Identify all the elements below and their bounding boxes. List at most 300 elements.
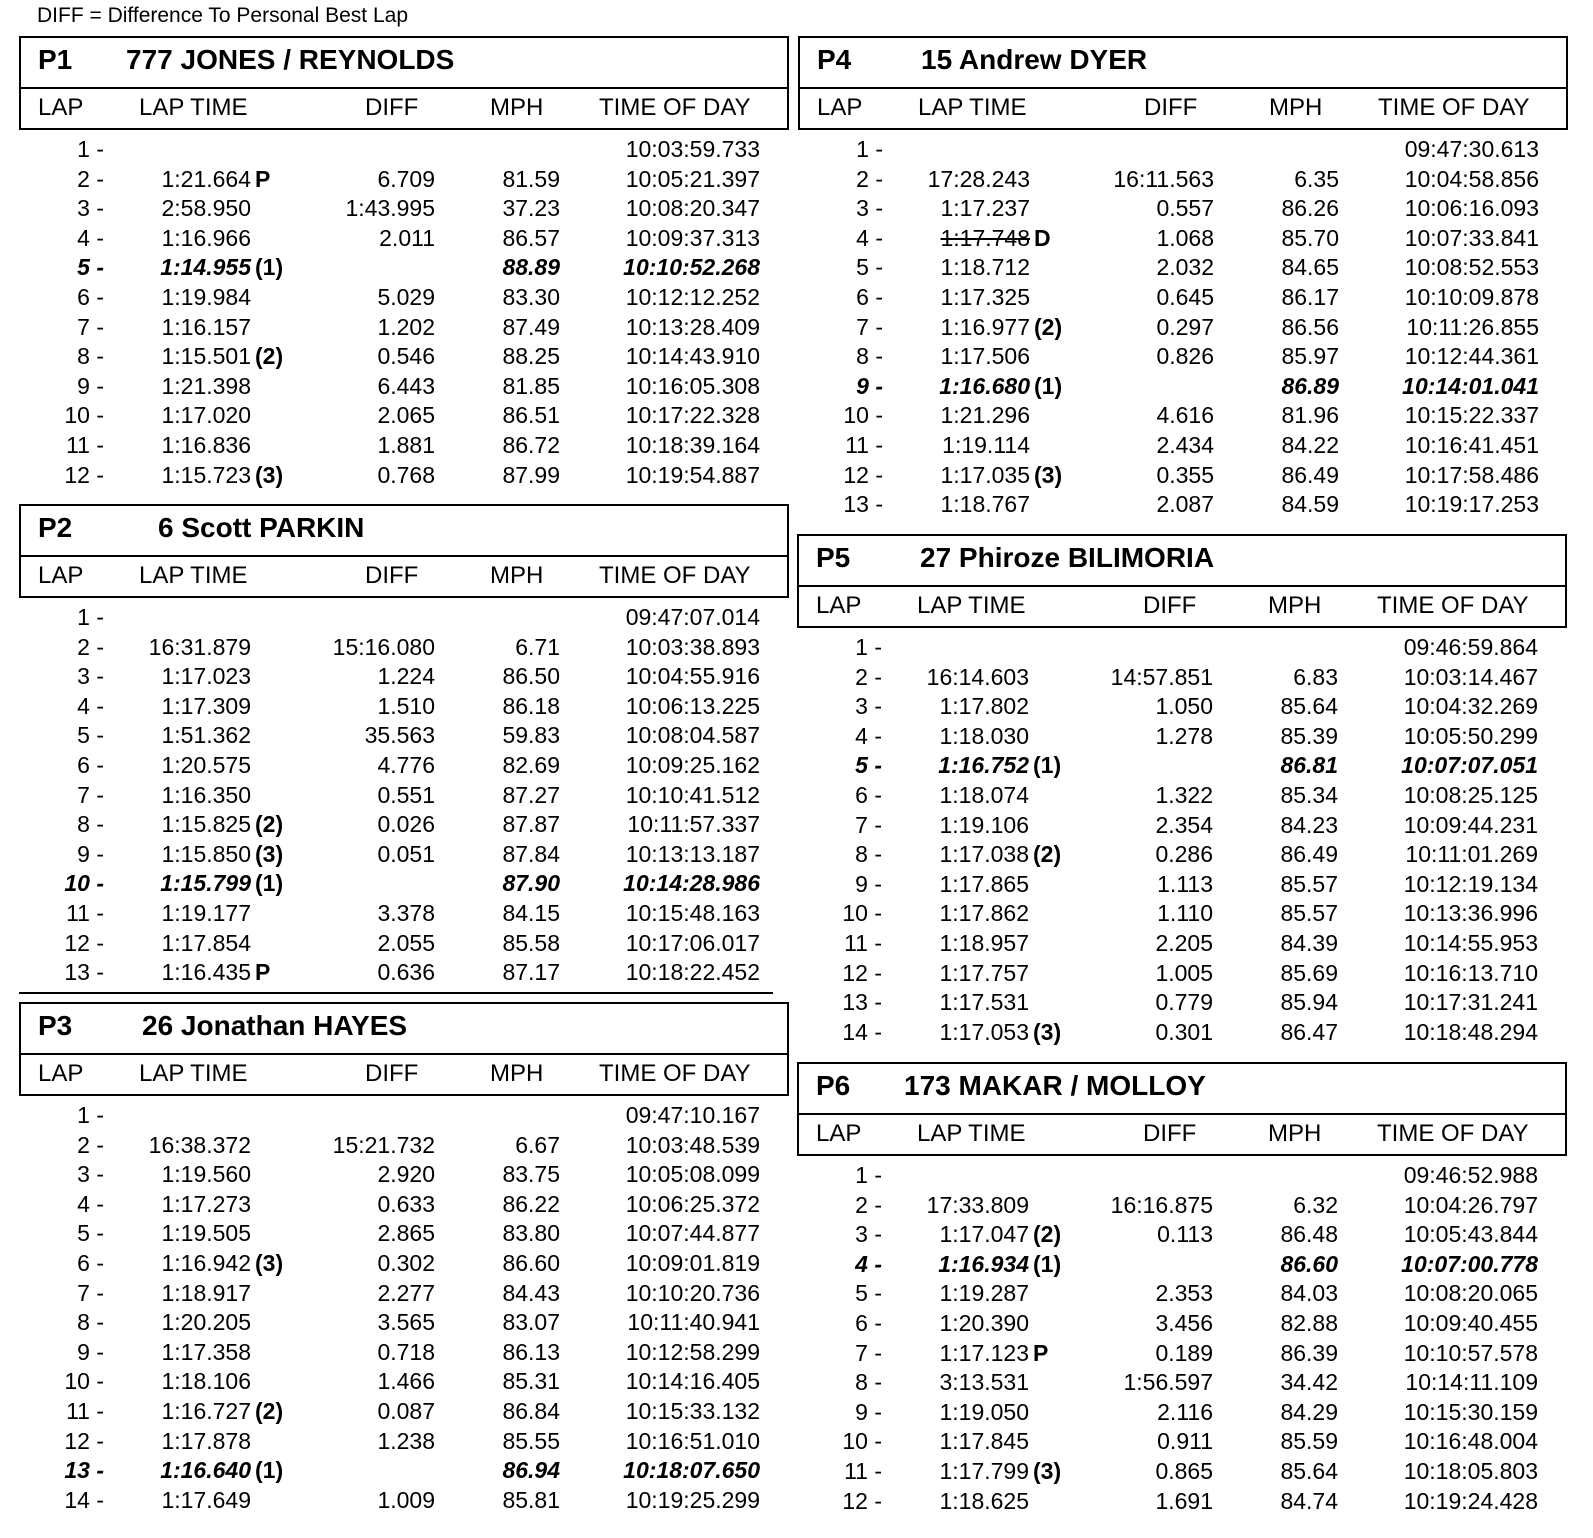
lap-diff: 35.563	[364, 722, 435, 749]
lap-row	[797, 1339, 1567, 1369]
lap-row	[19, 1456, 789, 1486]
lap-row	[797, 663, 1567, 693]
lap-time: 1:17.309	[161, 692, 251, 719]
lap-time-of-day: 10:13:36.996	[1403, 900, 1538, 927]
lap-number: 9 -	[77, 372, 104, 399]
lap-mph: 87.27	[502, 781, 560, 808]
lap-row	[797, 722, 1567, 752]
col-header-lap: LAP	[38, 562, 84, 589]
lap-diff: 0.301	[1155, 1018, 1213, 1045]
lap-time-of-day: 10:13:13.187	[625, 840, 760, 867]
lap-time-of-day: 10:07:33.841	[1404, 224, 1539, 251]
lap-row	[798, 224, 1568, 254]
lap-number: 13 -	[64, 959, 104, 986]
lap-number: 12 -	[64, 929, 104, 956]
lap-number: 5 -	[77, 722, 104, 749]
lap-mph: 84.59	[1281, 491, 1339, 518]
lap-number: 5 -	[77, 254, 104, 281]
lap-row	[19, 194, 789, 224]
position-label: P4	[817, 44, 852, 75]
lap-row	[797, 929, 1567, 959]
lap-number: 4 -	[77, 224, 104, 251]
lap-flag: D	[1034, 224, 1051, 251]
lap-row	[19, 1160, 789, 1190]
lap-time-of-day: 10:14:16.405	[625, 1368, 760, 1395]
lap-diff: 0.636	[377, 959, 435, 986]
lap-flag: (1)	[255, 870, 284, 897]
col-header-diff: DIFF	[365, 94, 419, 121]
lap-time-of-day: 10:18:22.452	[625, 959, 760, 986]
lap-row	[797, 1191, 1567, 1221]
lap-row	[797, 870, 1567, 900]
lap-flag: (2)	[1033, 1221, 1062, 1248]
lap-number: 12 -	[64, 1427, 104, 1454]
lap-time-of-day: 10:06:25.372	[625, 1190, 760, 1217]
lap-time-of-day: 10:05:08.099	[625, 1161, 760, 1188]
lap-time-of-day: 10:07:00.778	[1401, 1250, 1538, 1277]
lap-mph: 86.22	[502, 1190, 560, 1217]
lap-number: 13 -	[64, 1457, 104, 1484]
lap-number: 10 -	[64, 402, 104, 429]
lap-number: 3 -	[856, 195, 883, 222]
lap-time: 1:19.505	[161, 1220, 251, 1247]
lap-number: 7 -	[856, 313, 883, 340]
lap-diff: 1.050	[1155, 693, 1213, 720]
lap-row	[19, 401, 789, 431]
lap-diff: 2.434	[1156, 431, 1214, 458]
lap-mph: 84.65	[1281, 254, 1339, 281]
lap-time: 1:19.050	[939, 1398, 1029, 1425]
lap-row	[798, 342, 1568, 372]
lap-row	[19, 929, 789, 959]
lap-table	[19, 603, 789, 988]
lap-number: 9 -	[77, 840, 104, 867]
column-header-row	[798, 87, 1568, 130]
lap-time: 1:16.680	[939, 372, 1030, 399]
lap-diff: 0.026	[377, 811, 435, 838]
lap-time-of-day: 10:10:52.268	[623, 254, 760, 281]
lap-number: 10 -	[842, 900, 882, 927]
lap-time: 1:16.934	[938, 1250, 1029, 1277]
lap-flag: (1)	[1034, 372, 1063, 399]
lap-mph: 85.55	[502, 1427, 560, 1454]
lap-flag: (2)	[255, 343, 284, 370]
lap-time: 1:17.325	[940, 283, 1030, 310]
lap-number: 6 -	[855, 1309, 882, 1336]
lap-row	[797, 1018, 1567, 1048]
lap-row	[798, 135, 1568, 165]
col-header-mph: MPH	[490, 562, 544, 589]
lap-time-of-day: 10:12:12.252	[625, 283, 760, 310]
col-header-diff: DIFF	[365, 562, 419, 589]
lap-diff: 15:16.080	[332, 633, 435, 660]
driver-name: 173 MAKAR / MOLLOY	[904, 1070, 1206, 1101]
lap-time: 1:19.984	[161, 283, 251, 310]
lap-mph: 83.80	[502, 1220, 560, 1247]
column-header-row	[19, 555, 789, 598]
lap-row	[19, 461, 789, 491]
lap-mph: 86.18	[502, 692, 560, 719]
lap-diff: 3.378	[377, 899, 435, 926]
lap-diff: 0.189	[1155, 1339, 1213, 1366]
lap-time-of-day: 10:15:22.337	[1404, 402, 1539, 429]
lap-time: 1:17.038	[939, 841, 1029, 868]
lap-diff: 2.353	[1155, 1280, 1213, 1307]
lap-number: 9 -	[77, 1338, 104, 1365]
lap-mph: 86.60	[1280, 1250, 1338, 1277]
lap-number: 7 -	[77, 1279, 104, 1306]
col-header-lap-time: LAP TIME	[139, 562, 248, 589]
position-label: P3	[38, 1010, 73, 1041]
lap-time: 1:17.237	[940, 195, 1030, 222]
lap-diff: 0.779	[1155, 989, 1213, 1016]
lap-row	[19, 283, 789, 313]
lap-number: 4 -	[855, 1250, 882, 1277]
lap-time: 1:18.030	[939, 722, 1029, 749]
lap-table	[798, 135, 1568, 520]
lap-mph: 85.94	[1280, 989, 1338, 1016]
lap-time: 1:17.358	[161, 1338, 251, 1365]
lap-number: 9 -	[856, 372, 883, 399]
lap-mph: 85.57	[1280, 870, 1338, 897]
lap-time: 1:17.865	[939, 870, 1029, 897]
lap-diff: 1.238	[377, 1427, 435, 1454]
title-box	[797, 534, 1567, 585]
lap-time: 1:16.752	[938, 752, 1029, 779]
lap-diff: 1.881	[377, 431, 435, 458]
lap-time: 1:51.362	[161, 722, 251, 749]
lap-diff: 1:43.995	[345, 195, 435, 222]
lap-flag: P	[255, 165, 271, 192]
lap-mph: 86.51	[502, 402, 560, 429]
lap-time: 1:21.664	[161, 165, 251, 192]
lap-mph: 85.39	[1280, 722, 1338, 749]
lap-time: 1:16.157	[161, 313, 251, 340]
lap-time-of-day: 10:08:52.553	[1404, 254, 1539, 281]
lap-mph: 85.70	[1281, 224, 1339, 251]
lap-time: 1:17.123	[939, 1339, 1029, 1366]
lap-time-of-day: 10:06:16.093	[1404, 195, 1539, 222]
lap-row	[797, 959, 1567, 989]
title-box	[797, 1062, 1567, 1113]
lap-number: 5 -	[855, 1280, 882, 1307]
lap-row	[19, 662, 789, 692]
lap-diff: 1.466	[377, 1368, 435, 1395]
lap-number: 9 -	[855, 1398, 882, 1425]
col-header-mph: MPH	[490, 94, 544, 121]
lap-row	[797, 692, 1567, 722]
lap-number: 8 -	[77, 811, 104, 838]
lap-time: 1:16.435	[161, 959, 251, 986]
lap-mph: 81.85	[502, 372, 560, 399]
lap-flag: (3)	[1033, 1018, 1062, 1045]
lap-mph: 86.56	[1281, 313, 1339, 340]
lap-table	[19, 135, 789, 490]
col-header-mph: MPH	[1268, 1120, 1322, 1147]
lap-flag: (3)	[255, 461, 284, 488]
lap-time-of-day: 10:15:30.159	[1403, 1398, 1538, 1425]
lap-flag: (3)	[1033, 1457, 1062, 1484]
lap-time-of-day: 10:17:31.241	[1403, 989, 1538, 1016]
lap-number: 7 -	[855, 1339, 882, 1366]
lap-row	[19, 135, 789, 165]
lap-time: 1:18.767	[940, 491, 1030, 518]
lap-mph: 86.50	[502, 663, 560, 690]
lap-number: 12 -	[64, 461, 104, 488]
col-header-lap-time: LAP TIME	[917, 592, 1026, 619]
lap-row	[797, 1487, 1567, 1517]
lap-mph: 83.75	[502, 1161, 560, 1188]
lap-time-of-day: 10:19:17.253	[1404, 491, 1539, 518]
lap-time: 1:19.106	[939, 811, 1029, 838]
lap-diff: 14:57.851	[1110, 663, 1213, 690]
lap-number: 12 -	[842, 959, 882, 986]
lap-row	[797, 1427, 1567, 1457]
title-box	[19, 1002, 789, 1053]
lap-time: 1:20.205	[161, 1309, 251, 1336]
lap-diff: 0.087	[377, 1397, 435, 1424]
col-header-mph: MPH	[1269, 94, 1323, 121]
lap-diff: 1.691	[1155, 1487, 1213, 1514]
lap-time: 1:14.955	[160, 254, 251, 281]
lap-time: 1:16.640	[160, 1457, 251, 1484]
lap-diff: 2.865	[377, 1220, 435, 1247]
lap-time-of-day: 10:05:21.397	[625, 165, 760, 192]
lap-number: 2 -	[77, 633, 104, 660]
lap-diff: 3.565	[377, 1309, 435, 1336]
lap-row	[19, 751, 789, 781]
lap-mph: 34.42	[1280, 1369, 1338, 1396]
lap-time: 1:19.114	[942, 431, 1030, 458]
lap-row	[797, 751, 1567, 781]
lap-time: 1:16.350	[161, 781, 251, 808]
lap-time-of-day: 10:08:20.347	[625, 195, 760, 222]
col-header-lap-time: LAP TIME	[918, 94, 1027, 121]
col-header-lap-time: LAP TIME	[139, 1060, 248, 1087]
lap-number: 12 -	[843, 461, 883, 488]
lap-diff: 0.865	[1155, 1457, 1213, 1484]
lap-row	[19, 810, 789, 840]
lap-row	[797, 1368, 1567, 1398]
lap-mph: 84.29	[1280, 1398, 1338, 1425]
lap-number: 11 -	[844, 929, 882, 956]
driver-block-p4	[798, 36, 1568, 520]
lap-row	[798, 313, 1568, 343]
lap-time: 17:33.809	[926, 1191, 1029, 1218]
lap-number: 13 -	[843, 491, 883, 518]
lap-time: 16:14.603	[926, 663, 1029, 690]
lap-time-of-day: 10:19:54.887	[625, 461, 760, 488]
lap-number: 2 -	[77, 1131, 104, 1158]
lap-number: 8 -	[855, 1369, 882, 1396]
lap-diff: 6.709	[377, 165, 435, 192]
col-header-time-of-day: TIME OF DAY	[599, 562, 751, 589]
lap-diff: 1.510	[377, 692, 435, 719]
lap-number: 7 -	[77, 781, 104, 808]
diff-legend-note: DIFF = Difference To Personal Best Lap	[37, 4, 408, 27]
lap-time-of-day: 10:17:06.017	[625, 929, 760, 956]
lap-mph: 86.49	[1281, 461, 1339, 488]
lap-row	[19, 869, 789, 899]
lap-number: 4 -	[855, 722, 882, 749]
lap-diff: 1.009	[377, 1486, 435, 1513]
lap-diff: 2.032	[1156, 254, 1214, 281]
lap-mph: 86.48	[1280, 1221, 1338, 1248]
lap-time: 1:17.273	[161, 1190, 251, 1217]
lap-row	[19, 958, 789, 988]
lap-number: 3 -	[77, 195, 104, 222]
lap-row	[19, 1279, 789, 1309]
block-header	[19, 504, 789, 603]
lap-number: 4 -	[856, 224, 883, 251]
driver-name: 777 JONES / REYNOLDS	[126, 44, 455, 75]
lap-diff: 2.065	[377, 402, 435, 429]
lap-time: 17:28.243	[927, 165, 1030, 192]
lap-time-of-day: 10:03:38.893	[625, 633, 760, 660]
lap-mph: 86.84	[502, 1397, 560, 1424]
lap-time-of-day: 10:03:59.733	[625, 136, 760, 162]
lap-number: 14 -	[842, 1018, 882, 1045]
lap-flag: (1)	[1033, 1250, 1062, 1277]
lap-number: 2 -	[855, 663, 882, 690]
lap-diff: 0.551	[377, 781, 435, 808]
col-header-lap: LAP	[817, 94, 863, 121]
lap-row	[19, 721, 789, 751]
lap-time: 1:17.845	[939, 1428, 1029, 1455]
lap-number: 10 -	[64, 1368, 104, 1395]
col-header-lap: LAP	[38, 94, 84, 121]
lap-time: 1:18.917	[161, 1279, 251, 1306]
lap-row	[19, 1397, 789, 1427]
lap-mph: 85.58	[502, 929, 560, 956]
title-box	[798, 36, 1568, 87]
lap-mph: 6.71	[515, 633, 560, 660]
lap-mph: 86.47	[1280, 1018, 1338, 1045]
lap-time-of-day: 10:14:43.910	[625, 343, 760, 370]
col-header-lap: LAP	[816, 1120, 862, 1147]
lap-flag: (1)	[255, 1457, 284, 1484]
lap-mph: 83.07	[502, 1309, 560, 1336]
lap-number: 3 -	[77, 1161, 104, 1188]
lap-diff: 1.110	[1157, 900, 1213, 927]
lap-row	[797, 899, 1567, 929]
position-label: P5	[816, 542, 851, 573]
lap-row	[797, 1309, 1567, 1339]
lap-mph: 87.17	[502, 959, 560, 986]
lap-diff: 2.116	[1157, 1398, 1213, 1425]
lap-row	[19, 165, 789, 195]
driver-name: 15 Andrew DYER	[921, 44, 1148, 75]
lap-row	[19, 224, 789, 254]
lap-time: 1:17.053	[939, 1018, 1029, 1045]
lap-row	[797, 988, 1567, 1018]
lap-row	[798, 283, 1568, 313]
lap-diff: 0.718	[377, 1338, 435, 1365]
lap-mph: 86.81	[1280, 752, 1338, 779]
block-end-rule	[19, 992, 773, 994]
lap-time: 1:21.398	[161, 372, 251, 399]
lap-time-of-day: 10:15:33.132	[625, 1397, 760, 1424]
lap-mph: 85.64	[1280, 1457, 1338, 1484]
lap-number: 10 -	[842, 1428, 882, 1455]
lap-diff: 0.297	[1156, 313, 1214, 340]
lap-time-of-day: 10:04:26.797	[1403, 1191, 1538, 1218]
lap-number: 5 -	[855, 752, 882, 779]
lap-diff: 5.029	[377, 283, 435, 310]
lap-number: 13 -	[842, 989, 882, 1016]
lap-time: 1:18.074	[939, 781, 1029, 808]
lap-time-of-day: 10:14:28.986	[623, 870, 760, 897]
lap-diff: 0.633	[377, 1190, 435, 1217]
lap-mph: 84.39	[1280, 929, 1338, 956]
lap-row	[797, 840, 1567, 870]
lap-number: 9 -	[855, 870, 882, 897]
lap-time: 1:18.712	[940, 254, 1030, 281]
lap-time-of-day: 10:08:25.125	[1403, 781, 1538, 808]
lap-number: 2 -	[855, 1191, 882, 1218]
lap-time-of-day: 10:06:13.225	[625, 692, 760, 719]
lap-time: 1:15.850	[161, 840, 251, 867]
lap-mph: 86.49	[1280, 841, 1338, 868]
lap-number: 3 -	[855, 693, 882, 720]
lap-time: 3:13.531	[939, 1369, 1029, 1396]
lap-time-of-day: 10:16:05.308	[625, 372, 760, 399]
lap-mph: 87.90	[502, 870, 560, 897]
lap-number: 11 -	[66, 899, 104, 926]
col-header-diff: DIFF	[1143, 592, 1197, 619]
lap-number: 1 -	[77, 604, 104, 630]
lap-diff: 1.202	[377, 313, 435, 340]
lap-row	[19, 1427, 789, 1457]
lap-mph: 86.57	[502, 224, 560, 251]
lap-time-of-day: 10:10:41.512	[625, 781, 760, 808]
lap-time-of-day: 10:08:04.587	[625, 722, 760, 749]
lap-row	[19, 342, 789, 372]
lap-time-of-day: 10:13:28.409	[625, 313, 760, 340]
lap-mph: 84.03	[1280, 1280, 1338, 1307]
position-label: P1	[38, 44, 73, 75]
lap-time-of-day: 09:47:30.613	[1404, 136, 1539, 162]
lap-number: 8 -	[77, 343, 104, 370]
lap-time: 1:15.501	[161, 343, 251, 370]
lap-number: 6 -	[77, 1249, 104, 1276]
lap-mph: 6.83	[1293, 663, 1338, 690]
lap-number: 5 -	[77, 1220, 104, 1247]
lap-number: 4 -	[77, 692, 104, 719]
lap-mph: 85.69	[1280, 959, 1338, 986]
lap-number: 7 -	[77, 313, 104, 340]
lap-time-of-day: 10:12:58.299	[625, 1338, 760, 1365]
lap-time: 1:17.854	[161, 929, 251, 956]
lap-time: 1:17.531	[939, 989, 1029, 1016]
lap-time: 1:18.957	[939, 929, 1029, 956]
lap-mph: 85.57	[1280, 900, 1338, 927]
lap-diff: 2.205	[1155, 929, 1213, 956]
lap-row	[798, 401, 1568, 431]
lap-row	[19, 1486, 789, 1516]
driver-block-p1	[19, 36, 789, 490]
block-header	[19, 36, 789, 135]
block-header	[797, 534, 1567, 633]
lap-row	[19, 1219, 789, 1249]
lap-diff: 0.355	[1156, 461, 1214, 488]
lap-row	[798, 253, 1568, 283]
lap-mph: 86.26	[1281, 195, 1339, 222]
lap-diff: 0.826	[1156, 343, 1214, 370]
lap-number: 6 -	[855, 781, 882, 808]
lap-time-of-day: 10:05:43.844	[1403, 1221, 1538, 1248]
lap-flag: P	[1033, 1339, 1049, 1366]
